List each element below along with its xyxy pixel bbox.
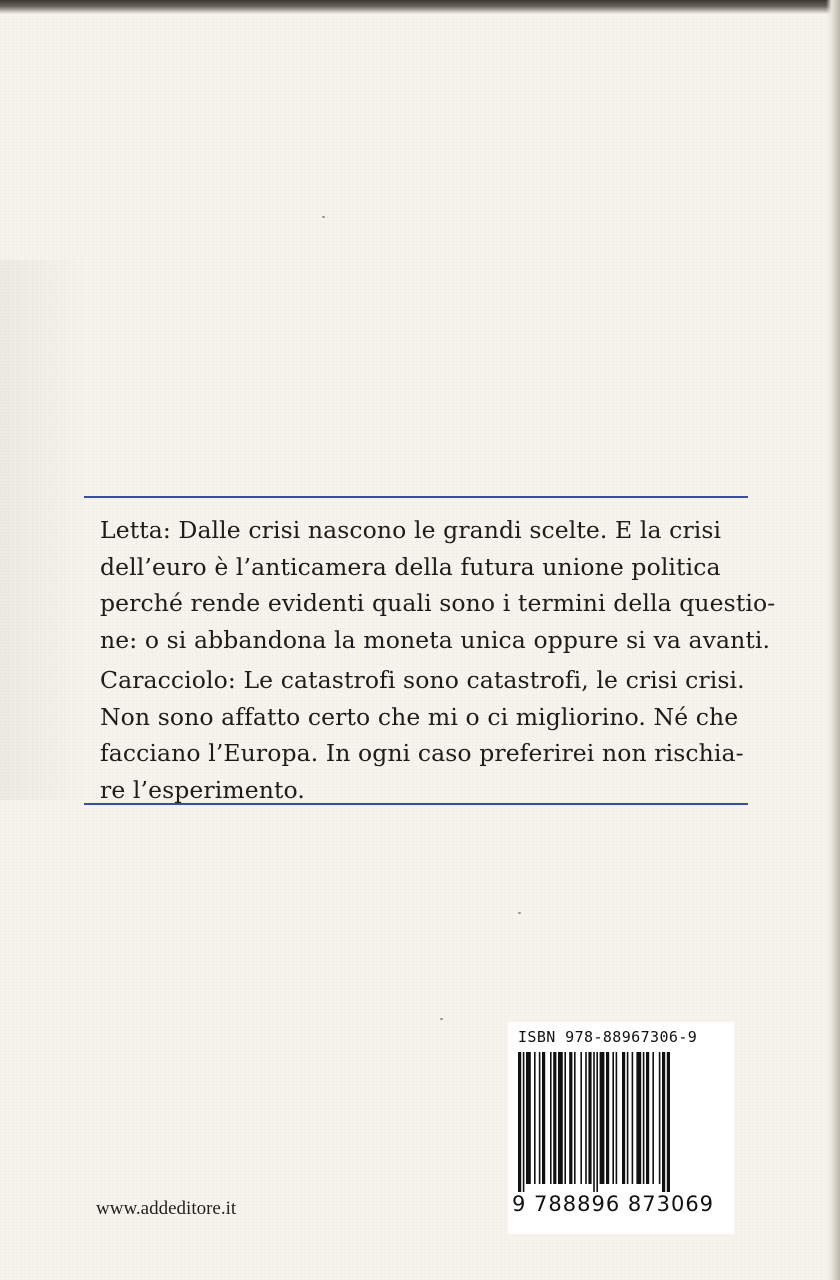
- paper-speck: [322, 216, 325, 218]
- barcode-bar: [585, 1052, 587, 1184]
- barcode-bar: [542, 1052, 545, 1184]
- barcode-bar: [574, 1052, 576, 1184]
- barcode-bar: [646, 1052, 649, 1184]
- quote-line: Letta: Dalle crisi nascono le grandi scelte. E la crisi: [100, 516, 722, 544]
- quote-line: Caracciolo: Le catastrofi sono catastrofi, le crisi crisi.: [100, 666, 745, 694]
- barcode-bars: [514, 1052, 728, 1192]
- barcode-bar: [659, 1052, 661, 1184]
- barcode-bar: [569, 1052, 572, 1184]
- barcode-bar: [667, 1052, 670, 1192]
- ean-digits: 9 788896 873069: [512, 1192, 715, 1216]
- top-rule: [84, 496, 748, 498]
- barcode-bar: [652, 1052, 654, 1184]
- barcode-bar: [539, 1052, 541, 1184]
- paper-speck: [518, 912, 521, 914]
- barcode-bar: [526, 1052, 531, 1184]
- barcode-bar: [534, 1052, 536, 1184]
- barcode-bar: [616, 1052, 618, 1184]
- barcode-bar: [632, 1052, 634, 1184]
- quote-line: dell’euro è l’anticamera della futura unione politica: [100, 552, 721, 581]
- barcode-bar: [593, 1052, 595, 1192]
- barcode-bar: [606, 1052, 609, 1184]
- barcode-bar: [564, 1052, 566, 1184]
- isbn-barcode-block: [508, 1022, 734, 1234]
- barcode-bar: [518, 1052, 521, 1192]
- quote-letta: [100, 512, 776, 658]
- left-paper-shade: [0, 260, 90, 800]
- barcode-bar: [612, 1052, 614, 1184]
- barcode-bar: [523, 1052, 525, 1192]
- barcode-bar: [636, 1052, 641, 1184]
- quote-line: ne: o si abbandona la moneta unica oppure si va avanti.: [100, 625, 771, 654]
- barcode-bar: [662, 1052, 665, 1192]
- barcode-bar: [580, 1052, 582, 1184]
- quote-line: perché rende evidenti quali sono i termini della questio-: [100, 589, 776, 617]
- isbn-label: ISBN 978-88967306-9: [518, 1028, 698, 1046]
- paper-speck: [440, 1018, 443, 1020]
- barcode-bar: [627, 1052, 629, 1184]
- barcode-bar: [643, 1052, 645, 1184]
- right-page-edge: [826, 0, 840, 1280]
- barcode-bar: [622, 1052, 625, 1184]
- barcode-bar: [558, 1052, 563, 1184]
- bottom-rule: [84, 803, 748, 805]
- barcode-bar: [600, 1052, 605, 1184]
- top-edge-shadow: [0, 0, 840, 14]
- barcode-bar: [588, 1052, 591, 1184]
- barcode-bar: [596, 1052, 598, 1192]
- quote-line: Non sono affatto certo che mi o ci migliorino. Né che: [100, 702, 739, 731]
- publisher-website: www.addeditore.it: [96, 1198, 237, 1219]
- barcode-bar: [550, 1052, 552, 1184]
- quote-line: re l’esperimento.: [100, 775, 305, 804]
- quote-line: facciano l’Europa. In ogni caso preferirei non rischia-: [100, 739, 744, 767]
- barcode-bar: [553, 1052, 556, 1184]
- quote-caracciolo: [100, 662, 745, 808]
